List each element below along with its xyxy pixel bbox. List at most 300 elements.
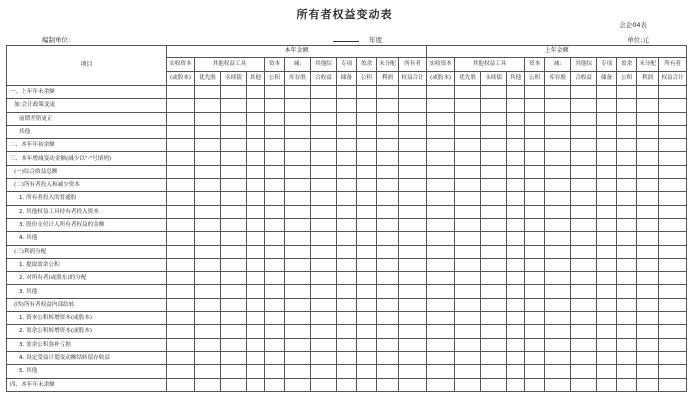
amount-cell[interactable] <box>545 218 571 231</box>
amount-cell[interactable] <box>455 152 481 165</box>
amount-cell[interactable] <box>597 365 617 378</box>
amount-cell[interactable] <box>377 192 399 205</box>
amount-cell[interactable] <box>571 99 597 112</box>
amount-cell[interactable] <box>247 378 265 391</box>
amount-cell[interactable] <box>427 272 455 285</box>
amount-cell[interactable] <box>221 232 247 245</box>
amount-cell[interactable] <box>597 298 617 311</box>
amount-cell[interactable] <box>265 325 285 338</box>
amount-cell[interactable] <box>617 99 637 112</box>
amount-cell[interactable] <box>427 232 455 245</box>
amount-cell[interactable] <box>357 272 377 285</box>
amount-cell[interactable] <box>637 165 659 178</box>
amount-cell[interactable] <box>455 99 481 112</box>
amount-cell[interactable] <box>545 351 571 364</box>
amount-cell[interactable] <box>221 365 247 378</box>
amount-cell[interactable] <box>221 325 247 338</box>
amount-cell[interactable] <box>571 285 597 298</box>
amount-cell[interactable] <box>265 112 285 125</box>
amount-cell[interactable] <box>455 272 481 285</box>
amount-cell[interactable] <box>637 218 659 231</box>
amount-cell[interactable] <box>545 165 571 178</box>
amount-cell[interactable] <box>571 179 597 192</box>
amount-cell[interactable] <box>597 351 617 364</box>
amount-cell[interactable] <box>455 285 481 298</box>
amount-cell[interactable] <box>221 218 247 231</box>
amount-cell[interactable] <box>357 245 377 258</box>
amount-cell[interactable] <box>481 298 507 311</box>
amount-cell[interactable] <box>221 86 247 99</box>
amount-cell[interactable] <box>545 99 571 112</box>
amount-cell[interactable] <box>247 338 265 351</box>
amount-cell[interactable] <box>525 232 545 245</box>
amount-cell[interactable] <box>545 272 571 285</box>
amount-cell[interactable] <box>617 272 637 285</box>
amount-cell[interactable] <box>195 218 221 231</box>
amount-cell[interactable] <box>545 258 571 271</box>
amount-cell[interactable] <box>357 192 377 205</box>
amount-cell[interactable] <box>455 139 481 152</box>
amount-cell[interactable] <box>265 338 285 351</box>
amount-cell[interactable] <box>525 205 545 218</box>
amount-cell[interactable] <box>399 298 427 311</box>
amount-cell[interactable] <box>617 325 637 338</box>
amount-cell[interactable] <box>525 338 545 351</box>
amount-cell[interactable] <box>545 232 571 245</box>
amount-cell[interactable] <box>399 218 427 231</box>
amount-cell[interactable] <box>637 86 659 99</box>
amount-cell[interactable] <box>377 285 399 298</box>
amount-cell[interactable] <box>481 112 507 125</box>
amount-cell[interactable] <box>311 258 337 271</box>
amount-cell[interactable] <box>311 272 337 285</box>
amount-cell[interactable] <box>167 152 195 165</box>
amount-cell[interactable] <box>357 258 377 271</box>
amount-cell[interactable] <box>507 218 525 231</box>
amount-cell[interactable] <box>247 312 265 325</box>
amount-cell[interactable] <box>377 205 399 218</box>
amount-cell[interactable] <box>525 351 545 364</box>
amount-cell[interactable] <box>377 139 399 152</box>
amount-cell[interactable] <box>399 312 427 325</box>
amount-cell[interactable] <box>597 192 617 205</box>
amount-cell[interactable] <box>659 86 687 99</box>
amount-cell[interactable] <box>337 192 357 205</box>
amount-cell[interactable] <box>399 179 427 192</box>
amount-cell[interactable] <box>545 338 571 351</box>
amount-cell[interactable] <box>357 218 377 231</box>
amount-cell[interactable] <box>265 365 285 378</box>
amount-cell[interactable] <box>637 325 659 338</box>
amount-cell[interactable] <box>167 232 195 245</box>
amount-cell[interactable] <box>507 325 525 338</box>
amount-cell[interactable] <box>617 218 637 231</box>
amount-cell[interactable] <box>247 298 265 311</box>
amount-cell[interactable] <box>337 245 357 258</box>
amount-cell[interactable] <box>659 165 687 178</box>
amount-cell[interactable] <box>311 351 337 364</box>
amount-cell[interactable] <box>195 298 221 311</box>
amount-cell[interactable] <box>247 325 265 338</box>
amount-cell[interactable] <box>337 272 357 285</box>
amount-cell[interactable] <box>399 112 427 125</box>
amount-cell[interactable] <box>545 378 571 391</box>
amount-cell[interactable] <box>377 272 399 285</box>
amount-cell[interactable] <box>311 86 337 99</box>
amount-cell[interactable] <box>481 245 507 258</box>
amount-cell[interactable] <box>481 205 507 218</box>
amount-cell[interactable] <box>265 285 285 298</box>
amount-cell[interactable] <box>507 139 525 152</box>
amount-cell[interactable] <box>337 152 357 165</box>
amount-cell[interactable] <box>659 152 687 165</box>
amount-cell[interactable] <box>507 272 525 285</box>
amount-cell[interactable] <box>337 232 357 245</box>
amount-cell[interactable] <box>265 351 285 364</box>
amount-cell[interactable] <box>455 325 481 338</box>
amount-cell[interactable] <box>597 312 617 325</box>
amount-cell[interactable] <box>597 179 617 192</box>
amount-cell[interactable] <box>571 112 597 125</box>
amount-cell[interactable] <box>597 272 617 285</box>
amount-cell[interactable] <box>597 245 617 258</box>
amount-cell[interactable] <box>637 365 659 378</box>
amount-cell[interactable] <box>637 139 659 152</box>
amount-cell[interactable] <box>399 338 427 351</box>
amount-cell[interactable] <box>357 179 377 192</box>
amount-cell[interactable] <box>571 192 597 205</box>
amount-cell[interactable] <box>265 86 285 99</box>
amount-cell[interactable] <box>481 86 507 99</box>
amount-cell[interactable] <box>597 205 617 218</box>
amount-cell[interactable] <box>659 258 687 271</box>
amount-cell[interactable] <box>481 152 507 165</box>
amount-cell[interactable] <box>357 139 377 152</box>
amount-cell[interactable] <box>481 378 507 391</box>
amount-cell[interactable] <box>571 245 597 258</box>
amount-cell[interactable] <box>659 125 687 138</box>
amount-cell[interactable] <box>247 125 265 138</box>
amount-cell[interactable] <box>455 205 481 218</box>
amount-cell[interactable] <box>659 179 687 192</box>
amount-cell[interactable] <box>399 245 427 258</box>
amount-cell[interactable] <box>285 218 311 231</box>
amount-cell[interactable] <box>377 351 399 364</box>
amount-cell[interactable] <box>637 179 659 192</box>
amount-cell[interactable] <box>481 192 507 205</box>
amount-cell[interactable] <box>195 258 221 271</box>
amount-cell[interactable] <box>455 258 481 271</box>
amount-cell[interactable] <box>247 139 265 152</box>
amount-cell[interactable] <box>265 125 285 138</box>
amount-cell[interactable] <box>545 125 571 138</box>
amount-cell[interactable] <box>195 351 221 364</box>
amount-cell[interactable] <box>659 338 687 351</box>
amount-cell[interactable] <box>357 325 377 338</box>
amount-cell[interactable] <box>455 112 481 125</box>
amount-cell[interactable] <box>167 378 195 391</box>
amount-cell[interactable] <box>195 112 221 125</box>
amount-cell[interactable] <box>399 205 427 218</box>
amount-cell[interactable] <box>285 179 311 192</box>
amount-cell[interactable] <box>571 86 597 99</box>
amount-cell[interactable] <box>285 165 311 178</box>
amount-cell[interactable] <box>545 86 571 99</box>
amount-cell[interactable] <box>427 112 455 125</box>
amount-cell[interactable] <box>659 245 687 258</box>
amount-cell[interactable] <box>377 179 399 192</box>
amount-cell[interactable] <box>637 152 659 165</box>
amount-cell[interactable] <box>285 365 311 378</box>
amount-cell[interactable] <box>337 378 357 391</box>
amount-cell[interactable] <box>167 325 195 338</box>
amount-cell[interactable] <box>167 99 195 112</box>
amount-cell[interactable] <box>617 351 637 364</box>
amount-cell[interactable] <box>377 338 399 351</box>
amount-cell[interactable] <box>337 338 357 351</box>
amount-cell[interactable] <box>597 285 617 298</box>
amount-cell[interactable] <box>247 165 265 178</box>
amount-cell[interactable] <box>597 218 617 231</box>
amount-cell[interactable] <box>357 338 377 351</box>
amount-cell[interactable] <box>311 232 337 245</box>
amount-cell[interactable] <box>167 125 195 138</box>
amount-cell[interactable] <box>659 232 687 245</box>
amount-cell[interactable] <box>357 152 377 165</box>
amount-cell[interactable] <box>221 338 247 351</box>
amount-cell[interactable] <box>617 285 637 298</box>
amount-cell[interactable] <box>455 298 481 311</box>
amount-cell[interactable] <box>357 112 377 125</box>
amount-cell[interactable] <box>247 285 265 298</box>
amount-cell[interactable] <box>507 232 525 245</box>
amount-cell[interactable] <box>659 218 687 231</box>
amount-cell[interactable] <box>571 205 597 218</box>
amount-cell[interactable] <box>427 325 455 338</box>
amount-cell[interactable] <box>637 285 659 298</box>
amount-cell[interactable] <box>427 351 455 364</box>
amount-cell[interactable] <box>195 325 221 338</box>
amount-cell[interactable] <box>285 378 311 391</box>
amount-cell[interactable] <box>265 99 285 112</box>
amount-cell[interactable] <box>195 285 221 298</box>
amount-cell[interactable] <box>247 179 265 192</box>
amount-cell[interactable] <box>659 139 687 152</box>
amount-cell[interactable] <box>311 99 337 112</box>
amount-cell[interactable] <box>507 112 525 125</box>
amount-cell[interactable] <box>597 165 617 178</box>
amount-cell[interactable] <box>285 325 311 338</box>
amount-cell[interactable] <box>525 165 545 178</box>
amount-cell[interactable] <box>455 338 481 351</box>
amount-cell[interactable] <box>357 99 377 112</box>
amount-cell[interactable] <box>659 192 687 205</box>
amount-cell[interactable] <box>427 312 455 325</box>
amount-cell[interactable] <box>617 338 637 351</box>
amount-cell[interactable] <box>265 139 285 152</box>
amount-cell[interactable] <box>545 298 571 311</box>
amount-cell[interactable] <box>265 258 285 271</box>
amount-cell[interactable] <box>311 192 337 205</box>
amount-cell[interactable] <box>597 258 617 271</box>
amount-cell[interactable] <box>167 272 195 285</box>
amount-cell[interactable] <box>481 99 507 112</box>
amount-cell[interactable] <box>481 218 507 231</box>
amount-cell[interactable] <box>221 285 247 298</box>
amount-cell[interactable] <box>427 165 455 178</box>
amount-cell[interactable] <box>481 125 507 138</box>
amount-cell[interactable] <box>247 272 265 285</box>
amount-cell[interactable] <box>455 365 481 378</box>
amount-cell[interactable] <box>399 165 427 178</box>
amount-cell[interactable] <box>195 99 221 112</box>
amount-cell[interactable] <box>659 272 687 285</box>
amount-cell[interactable] <box>617 312 637 325</box>
amount-cell[interactable] <box>545 325 571 338</box>
amount-cell[interactable] <box>637 338 659 351</box>
amount-cell[interactable] <box>399 272 427 285</box>
amount-cell[interactable] <box>377 218 399 231</box>
amount-cell[interactable] <box>399 325 427 338</box>
amount-cell[interactable] <box>247 351 265 364</box>
amount-cell[interactable] <box>481 232 507 245</box>
amount-cell[interactable] <box>571 165 597 178</box>
amount-cell[interactable] <box>507 245 525 258</box>
amount-cell[interactable] <box>167 179 195 192</box>
amount-cell[interactable] <box>481 285 507 298</box>
amount-cell[interactable] <box>195 179 221 192</box>
amount-cell[interactable] <box>617 232 637 245</box>
amount-cell[interactable] <box>285 99 311 112</box>
amount-cell[interactable] <box>221 272 247 285</box>
amount-cell[interactable] <box>617 165 637 178</box>
amount-cell[interactable] <box>377 112 399 125</box>
amount-cell[interactable] <box>545 179 571 192</box>
amount-cell[interactable] <box>455 378 481 391</box>
amount-cell[interactable] <box>195 125 221 138</box>
amount-cell[interactable] <box>617 152 637 165</box>
amount-cell[interactable] <box>311 325 337 338</box>
amount-cell[interactable] <box>167 112 195 125</box>
amount-cell[interactable] <box>221 112 247 125</box>
amount-cell[interactable] <box>525 152 545 165</box>
amount-cell[interactable] <box>617 125 637 138</box>
amount-cell[interactable] <box>571 351 597 364</box>
amount-cell[interactable] <box>455 218 481 231</box>
amount-cell[interactable] <box>195 139 221 152</box>
amount-cell[interactable] <box>265 218 285 231</box>
amount-cell[interactable] <box>337 365 357 378</box>
amount-cell[interactable] <box>195 378 221 391</box>
amount-cell[interactable] <box>285 86 311 99</box>
amount-cell[interactable] <box>659 285 687 298</box>
amount-cell[interactable] <box>337 205 357 218</box>
amount-cell[interactable] <box>597 325 617 338</box>
amount-cell[interactable] <box>357 351 377 364</box>
amount-cell[interactable] <box>481 165 507 178</box>
amount-cell[interactable] <box>247 152 265 165</box>
amount-cell[interactable] <box>427 205 455 218</box>
amount-cell[interactable] <box>525 125 545 138</box>
amount-cell[interactable] <box>507 152 525 165</box>
amount-cell[interactable] <box>481 338 507 351</box>
amount-cell[interactable] <box>617 139 637 152</box>
amount-cell[interactable] <box>377 312 399 325</box>
amount-cell[interactable] <box>399 258 427 271</box>
amount-cell[interactable] <box>195 365 221 378</box>
amount-cell[interactable] <box>659 112 687 125</box>
amount-cell[interactable] <box>637 192 659 205</box>
amount-cell[interactable] <box>265 179 285 192</box>
amount-cell[interactable] <box>221 351 247 364</box>
amount-cell[interactable] <box>637 112 659 125</box>
amount-cell[interactable] <box>525 285 545 298</box>
amount-cell[interactable] <box>265 192 285 205</box>
amount-cell[interactable] <box>167 351 195 364</box>
amount-cell[interactable] <box>545 312 571 325</box>
amount-cell[interactable] <box>357 232 377 245</box>
amount-cell[interactable] <box>455 192 481 205</box>
amount-cell[interactable] <box>597 112 617 125</box>
amount-cell[interactable] <box>597 152 617 165</box>
amount-cell[interactable] <box>311 125 337 138</box>
amount-cell[interactable] <box>617 179 637 192</box>
amount-cell[interactable] <box>545 205 571 218</box>
amount-cell[interactable] <box>427 218 455 231</box>
amount-cell[interactable] <box>399 99 427 112</box>
amount-cell[interactable] <box>265 165 285 178</box>
amount-cell[interactable] <box>481 325 507 338</box>
amount-cell[interactable] <box>247 86 265 99</box>
amount-cell[interactable] <box>571 125 597 138</box>
amount-cell[interactable] <box>167 285 195 298</box>
amount-cell[interactable] <box>167 365 195 378</box>
amount-cell[interactable] <box>525 325 545 338</box>
amount-cell[interactable] <box>247 232 265 245</box>
amount-cell[interactable] <box>285 351 311 364</box>
amount-cell[interactable] <box>637 378 659 391</box>
amount-cell[interactable] <box>427 365 455 378</box>
amount-cell[interactable] <box>221 258 247 271</box>
amount-cell[interactable] <box>571 338 597 351</box>
amount-cell[interactable] <box>637 232 659 245</box>
amount-cell[interactable] <box>337 139 357 152</box>
amount-cell[interactable] <box>195 312 221 325</box>
amount-cell[interactable] <box>659 312 687 325</box>
amount-cell[interactable] <box>221 165 247 178</box>
amount-cell[interactable] <box>221 378 247 391</box>
amount-cell[interactable] <box>481 139 507 152</box>
amount-cell[interactable] <box>377 99 399 112</box>
amount-cell[interactable] <box>311 152 337 165</box>
amount-cell[interactable] <box>195 165 221 178</box>
amount-cell[interactable] <box>167 205 195 218</box>
amount-cell[interactable] <box>597 338 617 351</box>
amount-cell[interactable] <box>265 205 285 218</box>
amount-cell[interactable] <box>357 86 377 99</box>
amount-cell[interactable] <box>571 378 597 391</box>
amount-cell[interactable] <box>597 139 617 152</box>
amount-cell[interactable] <box>311 298 337 311</box>
amount-cell[interactable] <box>597 232 617 245</box>
amount-cell[interactable] <box>427 258 455 271</box>
amount-cell[interactable] <box>247 258 265 271</box>
amount-cell[interactable] <box>617 112 637 125</box>
amount-cell[interactable] <box>427 192 455 205</box>
amount-cell[interactable] <box>311 205 337 218</box>
amount-cell[interactable] <box>357 298 377 311</box>
amount-cell[interactable] <box>399 86 427 99</box>
